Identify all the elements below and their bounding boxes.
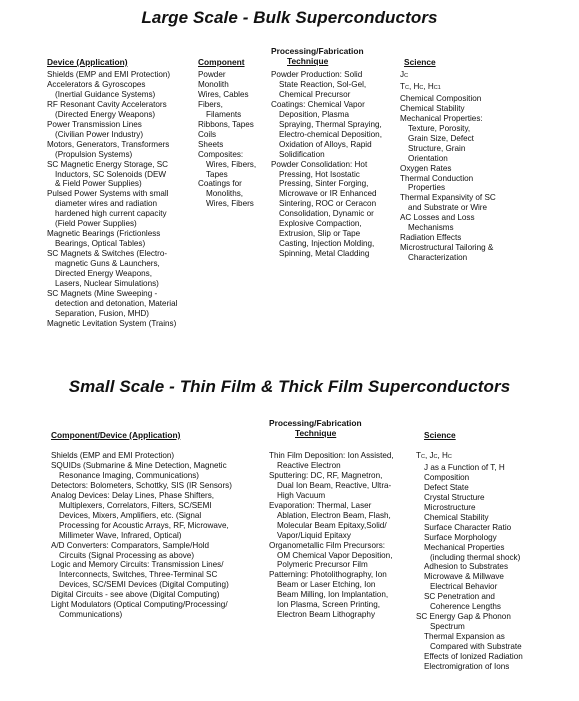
s2-science-header: Science bbox=[424, 430, 456, 440]
s2-processing-line: Beam Milling, Ion Implantation, bbox=[277, 590, 389, 600]
s1-science-tc-hc: TC, HC, HC1 bbox=[400, 81, 441, 91]
s2-device-line: Devices, SC/SEMI Devices (Digital Computing) bbox=[59, 580, 229, 590]
small-scale-title: Small Scale - Thin Film & Thick Film Superconductors bbox=[68, 377, 511, 396]
s2-device-column bbox=[51, 451, 232, 620]
s1-device-line: Lasers, Nuclear Simulations) bbox=[55, 279, 159, 289]
jc-symbol: J bbox=[429, 451, 434, 460]
s1-device-line: (Inertial Guidance Systems) bbox=[55, 89, 156, 99]
tc-subscript: C bbox=[420, 454, 425, 460]
s2-science-line: SC Energy Gap & Phonon bbox=[416, 612, 511, 622]
s1-processing-line: Pressing, Sinter Forging, bbox=[279, 179, 369, 189]
s2-science-line: Surface Character Ratio bbox=[424, 522, 512, 532]
s1-component-line: Coils bbox=[198, 129, 217, 139]
s1-science-line: AC Losses and Loss bbox=[400, 213, 475, 223]
s2-processing-line: Beam or Laser Etching, Ion bbox=[277, 580, 376, 590]
s1-processing-line: State Reaction, Sol-Gel, bbox=[279, 79, 367, 89]
s1-processing-header bbox=[271, 46, 364, 66]
s1-device-line: magnetic Guns & Launchers, bbox=[55, 259, 160, 269]
s2-device-line: Processing for Acoustic Arrays, RF, Microwave, bbox=[59, 520, 229, 530]
s1-science-header: Science bbox=[404, 57, 436, 67]
s2-processing-line: Ablation, Electron Beam, Flash, bbox=[277, 510, 391, 520]
jc-symbol: J bbox=[400, 70, 405, 79]
s2-device-line: Multiplexers, Correlators, Filters, SC/SEMI bbox=[59, 500, 212, 510]
s2-science-line: (including thermal shock) bbox=[430, 552, 521, 562]
s2-science-line: Spectrum bbox=[430, 622, 465, 632]
s1-device-line: detection and detonation, Material bbox=[55, 298, 178, 308]
s1-processing-line: Coatings: Chemical Vapor bbox=[271, 99, 365, 109]
s2-processing-line: Ion Plasma, Screen Printing, bbox=[277, 600, 380, 610]
s1-component-line: Monolith bbox=[198, 79, 229, 89]
s1-processing-line: Sintering, ROC or Ceracon bbox=[279, 199, 377, 209]
s1-science-column bbox=[400, 70, 496, 263]
hc1-subscript: C1 bbox=[433, 84, 441, 91]
s2-science-column bbox=[416, 451, 523, 672]
tc-symbol: T bbox=[416, 451, 421, 460]
s1-processing-line: Extrusion, Slip or Tape bbox=[279, 229, 361, 239]
s1-processing-header-line2: Technique bbox=[287, 56, 329, 66]
s1-device-line: Pulsed Power Systems with small bbox=[47, 189, 169, 199]
s1-device-line: Accelerators & Gyroscopes bbox=[47, 79, 146, 89]
s2-science-line: Coherence Lengths bbox=[430, 602, 501, 612]
s1-component-line: Composites: bbox=[198, 149, 244, 159]
s1-processing-line: Explosive Compaction, bbox=[279, 219, 362, 229]
s2-science-line: Adhesion to Substrates bbox=[424, 562, 509, 572]
s1-device-line: & Field Power Supplies) bbox=[55, 179, 142, 189]
s1-processing-line: Spraying, Thermal Spraying, bbox=[279, 119, 382, 129]
jc-subscript: C bbox=[433, 454, 438, 460]
s2-device-line: A/D Converters: Comparators, Sample/Hold bbox=[51, 540, 210, 550]
s2-science-line: Defect State bbox=[424, 482, 469, 492]
s2-device-line: Devices, Mixers, Amplifiers, etc. (Signal bbox=[59, 510, 202, 520]
s1-processing-line: Solidification bbox=[279, 149, 325, 159]
s1-device-line: (Propulsion Systems) bbox=[55, 149, 133, 159]
s2-science-line: Effects of Ionized Radiation bbox=[424, 652, 523, 662]
s1-component-header: Component bbox=[198, 57, 245, 67]
hc-symbol: H bbox=[413, 81, 420, 91]
s2-processing-line: Sputtering: DC, RF, Magnetron, bbox=[269, 470, 383, 480]
s2-device-line: Millimeter Wave, Infrared, Optical) bbox=[59, 530, 182, 540]
s2-science-line: Compared with Substrate bbox=[430, 642, 522, 652]
s1-science-line: Characterization bbox=[408, 253, 468, 263]
s1-science-line: and Substrate or Wire bbox=[408, 203, 488, 213]
s1-processing-line: Powder Consolidation: Hot bbox=[271, 159, 368, 169]
s1-processing-column bbox=[271, 70, 382, 259]
s1-component-column bbox=[198, 70, 256, 209]
hc-subscript: C bbox=[419, 84, 424, 91]
s1-device-line: (Civilian Power Industry) bbox=[55, 129, 144, 139]
s2-science-line: Chemical Stability bbox=[424, 512, 489, 522]
s1-science-line: Properties bbox=[408, 183, 446, 193]
s2-device-line: Digital Circuits - see above (Digital Computing) bbox=[51, 590, 220, 600]
s1-processing-line: Oxidation of Alloys, Rapid bbox=[279, 139, 372, 149]
s1-component-line: Wires, Fibers, bbox=[206, 159, 257, 169]
s1-device-line: Inductors, SC Solenoids (DEW bbox=[55, 169, 167, 179]
s2-device-line: Shields (EMP and EMI Protection) bbox=[51, 451, 175, 460]
s1-device-line: Directed Energy Weapons, bbox=[55, 269, 152, 279]
s2-device-line: Detectors: Bolometers, Schottky, SIS (IR Sensors) bbox=[51, 480, 232, 490]
s2-processing-line: Reactive Electron bbox=[277, 460, 341, 470]
s2-processing-line: Polymeric Precursor Film bbox=[277, 560, 368, 570]
s2-device-header: Component/Device (Application) bbox=[51, 430, 181, 440]
s1-processing-line: Chemical Precursor bbox=[279, 89, 351, 99]
s1-device-line: Motors, Generators, Transformers bbox=[47, 139, 170, 149]
s2-processing-line: High Vacuum bbox=[277, 490, 326, 500]
s2-processing-header bbox=[269, 418, 362, 438]
s1-component-line: Sheets bbox=[198, 139, 224, 149]
s1-science-line: Radiation Effects bbox=[400, 233, 462, 243]
s1-science-line: Mechanical Properties: bbox=[400, 113, 483, 123]
s2-science-line: Electromigration of Ions bbox=[424, 662, 510, 672]
s1-device-line: Separation, Fusion, MHD) bbox=[55, 308, 149, 318]
s1-component-line: Wires, Fibers bbox=[206, 199, 254, 209]
s2-processing-line: Thin Film Deposition: Ion Assisted, bbox=[269, 451, 394, 460]
s1-science-line: Mechanisms bbox=[408, 223, 454, 233]
s1-science-line: Grain Size, Defect bbox=[408, 133, 474, 143]
s2-science-line: J as a Function of T, H bbox=[424, 462, 505, 472]
s1-component-line: Monoliths, bbox=[206, 189, 244, 199]
s1-component-line: Filaments bbox=[206, 109, 242, 119]
s1-device-line: diameter wires and radiation bbox=[55, 199, 158, 209]
s1-device-line: SC Magnetic Energy Storage, SC bbox=[47, 159, 169, 169]
s2-science-line: Thermal Expansion as bbox=[424, 632, 505, 642]
s2-device-line: Light Modulators (Optical Computing/Processing/ bbox=[51, 600, 228, 610]
s2-science-line: Microstructure bbox=[424, 502, 476, 512]
tc-symbol: T bbox=[400, 81, 405, 91]
s1-science-line: Thermal Expansivity of SC bbox=[400, 193, 496, 203]
s1-processing-line: Electro-chemical Deposition, bbox=[279, 129, 382, 139]
s1-component-line: Powder bbox=[198, 70, 226, 79]
s2-science-line: Crystal Structure bbox=[424, 492, 485, 502]
s1-device-line: Magnetic Bearings (Frictionless bbox=[47, 229, 161, 239]
s2-science-line: Composition bbox=[424, 472, 470, 482]
s1-device-line: SC Magnets (Mine Sweeping - bbox=[47, 288, 158, 298]
s1-device-line: Bearings, Optical Tables) bbox=[55, 239, 146, 249]
s2-science-line: Mechanical Properties bbox=[424, 542, 505, 552]
s1-science-line: Thermal Conduction bbox=[400, 173, 474, 183]
s2-processing-line: Electron Beam Lithography bbox=[277, 610, 376, 620]
s1-science-line: Oxygen Rates bbox=[400, 163, 452, 173]
s2-processing-line: Evaporation: Thermal, Laser bbox=[269, 500, 372, 510]
s1-component-line: Wires, Cables bbox=[198, 89, 249, 99]
s1-device-line: Shields (EMP and EMI Protection) bbox=[47, 70, 171, 79]
s1-processing-line: Casting, Injection Molding, bbox=[279, 239, 375, 249]
s2-processing-header-line2: Technique bbox=[295, 428, 337, 438]
s2-device-line: Communications) bbox=[59, 610, 123, 620]
s2-device-line: Resonance Imaging, Communications) bbox=[59, 470, 199, 480]
s2-science-tc-jc-hc: TC, JC, HC bbox=[416, 451, 452, 460]
s1-component-line: Coatings for bbox=[198, 179, 242, 189]
s1-component-line: Fibers, bbox=[198, 99, 223, 109]
s2-device-line: Interconnects, Switches, Three-Terminal SC bbox=[59, 570, 218, 580]
s1-science-line: Orientation bbox=[408, 153, 448, 163]
s1-device-line: Magnetic Levitation System (Trains) bbox=[47, 318, 177, 328]
s1-device-column bbox=[47, 70, 177, 329]
s1-science-jc bbox=[400, 70, 496, 82]
s1-science-line: Chemical Stability bbox=[400, 103, 465, 113]
s1-processing-line: Powder Production: Solid bbox=[271, 70, 363, 79]
s1-science-line: Chemical Composition bbox=[400, 93, 482, 103]
large-scale-title: Large Scale - Bulk Superconductors bbox=[141, 8, 438, 27]
jc-subscript: C bbox=[404, 73, 409, 79]
hc-subscript: C bbox=[447, 454, 452, 460]
hc-symbol: H bbox=[442, 451, 448, 460]
s1-processing-line: Pressing, Hot Isostatic bbox=[279, 169, 360, 179]
s1-component-line: Ribbons, Tapes bbox=[198, 119, 254, 129]
s2-processing-line: Dual Ion Beam, Reactive, Ultra- bbox=[277, 480, 392, 490]
s1-device-header: Device (Application) bbox=[47, 57, 128, 67]
s2-device-line: Circuits (Signal Processing as above) bbox=[59, 550, 195, 560]
s2-processing-line: Patterning: Photolithography, Ion bbox=[269, 570, 387, 580]
s1-device-line: hardened high current capacity bbox=[55, 209, 167, 219]
s2-science-line: Surface Morphology bbox=[424, 532, 497, 542]
s1-processing-line: Deposition, Plasma bbox=[279, 109, 349, 119]
s1-science-line: Texture, Porosity, bbox=[408, 123, 471, 133]
s1-component-line: Tapes bbox=[206, 169, 228, 179]
s1-processing-line: Spinning, Metal Cladding bbox=[279, 249, 370, 259]
s1-processing-line: Microwave or IR Enhanced bbox=[279, 189, 377, 199]
s2-device-line: Logic and Memory Circuits: Transmission Lines/ bbox=[51, 560, 224, 570]
s2-processing-line: Vapor/Liquid Epitaxy bbox=[277, 530, 351, 540]
s1-device-line: SC Magnets & Switches (Electro- bbox=[47, 249, 168, 259]
s2-processing-header-line1: Processing/Fabrication bbox=[269, 418, 362, 428]
s2-science-line: Microwave & Millwave bbox=[424, 572, 504, 582]
s2-science-line: Electrical Behavior bbox=[430, 582, 498, 592]
tc-subscript: C bbox=[404, 84, 409, 91]
s1-processing-line: Consolidation, Dynamic or bbox=[279, 209, 374, 219]
s1-device-line: Power Transmission Lines bbox=[47, 119, 142, 129]
s2-processing-line: OM Chemical Vapor Deposition, bbox=[277, 550, 393, 560]
s1-science-line: Structure, Grain bbox=[408, 143, 466, 153]
s2-device-line: SQUIDs (Submarine & Mine Detection, Magnetic bbox=[51, 460, 227, 470]
s1-processing-header-line1: Processing/Fabrication bbox=[271, 46, 364, 56]
s1-device-line: (Field Power Supplies) bbox=[55, 219, 137, 229]
s1-device-line: (Directed Energy Weapons) bbox=[55, 109, 156, 119]
s2-processing-line: Molecular Beam Epitaxy,Solid/ bbox=[277, 520, 387, 530]
s2-processing-column bbox=[269, 451, 394, 620]
s2-processing-line: Organometallic Film Precursors: bbox=[269, 540, 386, 550]
s1-science-line: Microstructural Tailoring & bbox=[400, 243, 494, 253]
hc1-symbol: H bbox=[427, 81, 434, 91]
s1-device-line: RF Resonant Cavity Accelerators bbox=[47, 99, 167, 109]
s2-device-line: Analog Devices: Delay Lines, Phase Shifters, bbox=[51, 490, 215, 500]
s2-science-line: SC Penetration and bbox=[424, 592, 495, 602]
